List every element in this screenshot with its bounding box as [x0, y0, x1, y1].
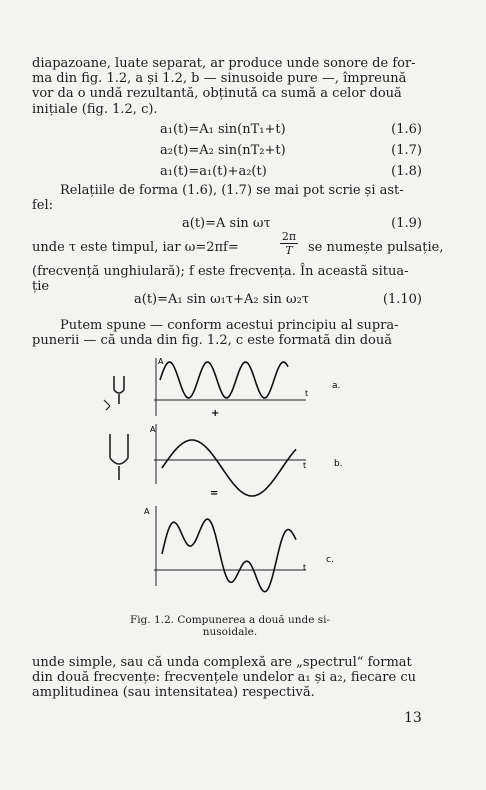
wave-b — [154, 424, 306, 496]
wave-a — [154, 358, 309, 416]
wave-label-a: a. — [332, 381, 341, 391]
wave-c — [154, 506, 306, 592]
caption-line: nusoidale. — [202, 626, 258, 638]
equation-1-6: a₁(t)=A₁ sin(nT₁+t) — [160, 122, 286, 137]
text-line: ma din fig. 1.2, a și 1.2, b — sinusoide pure —, împreună — [32, 71, 407, 87]
relations-paragraph — [32, 183, 422, 213]
text-line: Relațiile de forma (1.6), (1.7) se mai pot scrie și ast- — [60, 183, 404, 198]
text-line: Putem spune — conform acestui principiu al supra- — [60, 318, 399, 333]
equation-number: (1.9) — [391, 216, 422, 231]
tuning-fork-small-icon — [114, 376, 124, 404]
equation-number: (1.8) — [391, 164, 422, 179]
equals-sign: = — [210, 488, 219, 499]
text-line: vor da o undă rezultantă, obținută ca sumă a celor două — [32, 86, 402, 102]
wave-label-c: c. — [326, 555, 334, 565]
equation-number: (1.10) — [382, 292, 422, 307]
text-line: din două frecvențe: frecvențele undelor a₁ și a₂, fiecare cu — [32, 670, 417, 686]
text-line: diapazoane, luate separat, ar produce unde sonore de for- — [32, 56, 416, 71]
wave-label-b: b. — [334, 459, 343, 469]
axis-label-c: A — [144, 507, 150, 516]
superposition-paragraph — [32, 318, 422, 348]
text-line: inițiale (fig. 1.2, c). — [32, 101, 158, 117]
final-paragraph — [32, 655, 422, 701]
plus-sign: + — [211, 408, 220, 419]
equation-number: (1.7) — [391, 143, 422, 158]
text-line: ție — [32, 279, 50, 295]
axis-label-a: A — [158, 357, 164, 366]
text-line: unde simple, sau că unda complexă are „spectrul“ format — [32, 655, 412, 670]
fraction-numerator: 2π — [281, 230, 297, 243]
axis-label-b: A — [150, 425, 156, 434]
equation-1-7: a₂(t)=A₂ sin(nT₂+t) — [160, 143, 286, 158]
figure-caption — [100, 614, 360, 638]
text-line: amplitudinea (sau intensitatea) respectivă. — [32, 685, 315, 701]
strike-mark-icon — [104, 400, 110, 410]
frequency-paragraph — [32, 264, 422, 294]
tuning-fork-large-icon — [110, 434, 128, 480]
where-text-start: unde τ este timpul, iar ω=2πf= — [32, 240, 239, 255]
equation-1-10: a(t)=A₁ sin ω₁τ+A₂ sin ω₂τ — [134, 292, 310, 307]
figure-1-2 — [100, 348, 360, 610]
time-label-b: t — [303, 461, 307, 470]
where-text-end: se numește pulsație, — [308, 240, 444, 255]
equation-1-9: a(t)=A sin ωτ — [182, 216, 271, 231]
caption-line: Fig. 1.2. Compunerea a două unde si- — [129, 614, 331, 626]
equation-1-8: a₁(t)=a₁(t)+a₂(t) — [160, 164, 267, 179]
intro-paragraph — [32, 56, 422, 117]
fraction-denominator: T — [285, 244, 293, 257]
text-line: (frecvență unghiulară); f este frecvența. În aceastã situa- — [32, 264, 409, 279]
page-number: 13 — [404, 710, 422, 726]
text-line: fel: — [32, 198, 54, 214]
time-label-a: t — [305, 389, 309, 398]
text-line: punerii — că unda din fig. 1.2, c este formată din două — [32, 333, 392, 349]
time-label-c: t — [303, 563, 307, 572]
equation-number: (1.6) — [391, 122, 422, 137]
